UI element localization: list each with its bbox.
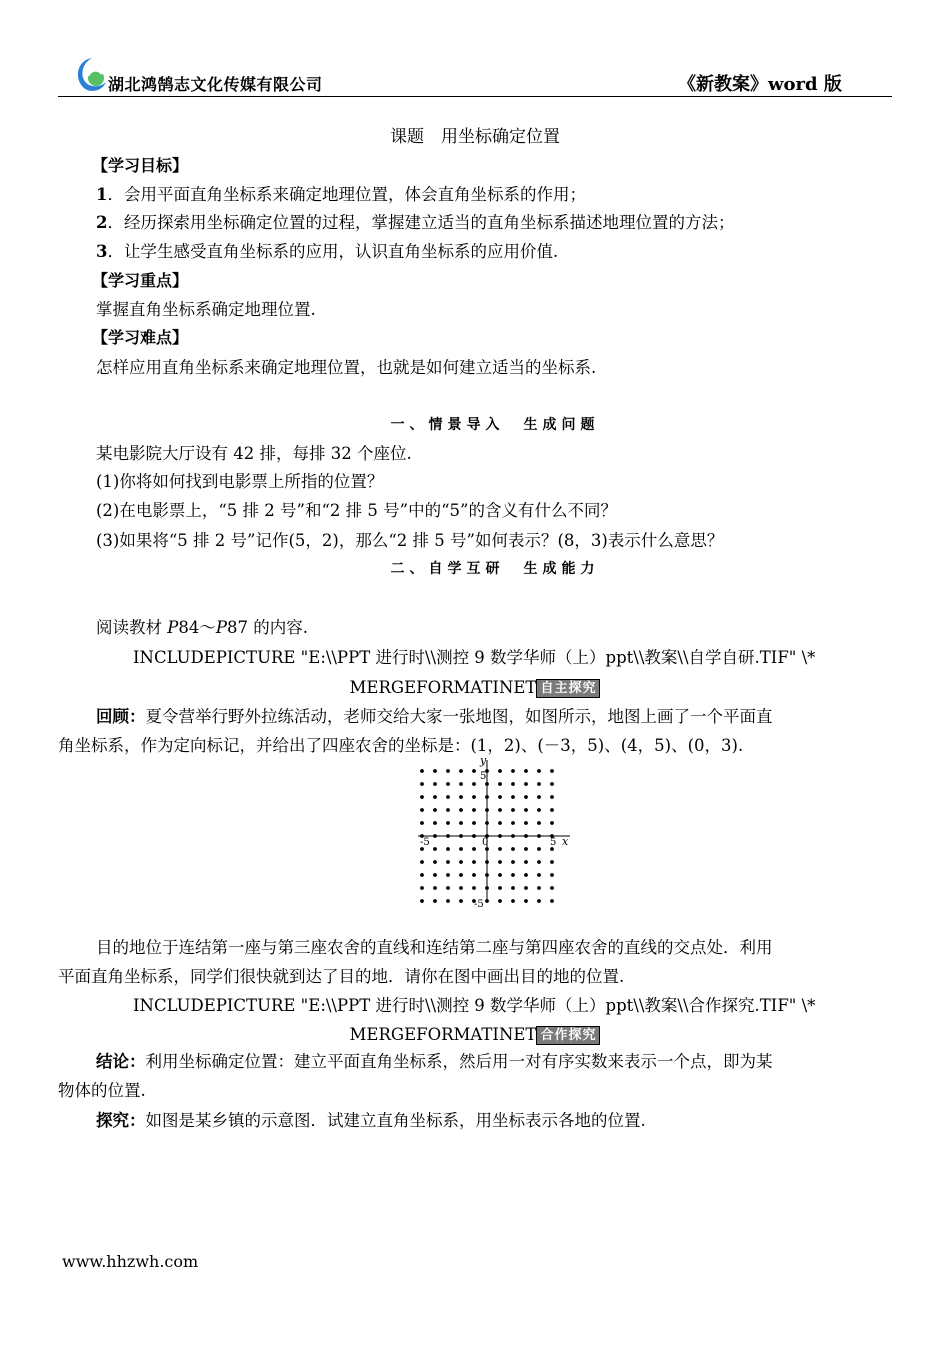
- grid-dot: [459, 899, 463, 903]
- conclusion-text-cont: 物体的位置.: [58, 1081, 146, 1100]
- grid-dot: [433, 886, 437, 890]
- grid-dot: [420, 886, 424, 890]
- review-line: [96, 702, 773, 731]
- section1-intro: 某电影院大厅设有 42 排，每排 32 个座位.: [96, 444, 412, 463]
- grid-dot: [459, 782, 463, 786]
- grid-dot: [537, 860, 541, 864]
- grid-dot: [420, 821, 424, 825]
- reading-prefix: 阅读教材: [96, 618, 168, 637]
- grid-dot: [446, 782, 450, 786]
- grid-dot: [498, 782, 502, 786]
- grid-dot: [537, 886, 541, 890]
- grid-dot: [472, 847, 476, 851]
- grid-dot: [550, 860, 554, 864]
- reading-instruction: [96, 613, 308, 642]
- x-axis-label: x: [562, 835, 569, 848]
- grid-dot: [459, 821, 463, 825]
- grid-dot: [472, 873, 476, 877]
- objective-text: ．让学生感受直角坐标系的应用，认识直角坐标系的应用价值.: [107, 242, 559, 261]
- grid-dot: [498, 886, 502, 890]
- grid-dot: [550, 886, 554, 890]
- y-tick-bottom: -5: [474, 899, 484, 910]
- self-explore-badge: 自主探究: [536, 679, 600, 698]
- grid-dot: [433, 795, 437, 799]
- page-title: 课题 用坐标确定位置: [390, 127, 560, 147]
- grid-dot: [550, 899, 554, 903]
- merge-field-code: MERGEFORMATINET: [349, 678, 537, 697]
- page-marker: P: [167, 618, 179, 637]
- grid-dot: [446, 873, 450, 877]
- grid-dot: [433, 769, 437, 773]
- footer-url: www.hhzwh.com: [62, 1252, 199, 1271]
- grid-dot: [433, 899, 437, 903]
- difficulty-heading: 【学习难点】: [92, 328, 189, 347]
- explore-label: 探究：: [96, 1111, 146, 1130]
- grid-dot: [511, 886, 515, 890]
- grid-dot: [459, 808, 463, 812]
- grid-dot: [498, 808, 502, 812]
- grid-dot: [511, 899, 515, 903]
- grid-dot: [472, 769, 476, 773]
- grid-dot: [459, 847, 463, 851]
- grid-dot: [433, 821, 437, 825]
- question-item: (2)在电影票上，“5 排 2 号”和“2 排 5 号”中的“5”的含义有什么不同？: [96, 501, 617, 520]
- grid-dot: [511, 795, 515, 799]
- grid-dot: [537, 873, 541, 877]
- grid-dot: [420, 769, 424, 773]
- include-field-code: INCLUDEPICTURE "E:\\PPT 进行时\\测控 9 数学华师（上）ppt\\教案\\自学自研.TIF" \*: [133, 648, 816, 667]
- grid-dot: [498, 795, 502, 799]
- grid-dot: [459, 795, 463, 799]
- grid-dot: [511, 821, 515, 825]
- grid-dot: [550, 821, 554, 825]
- review-label: 回顾：: [96, 707, 146, 726]
- keypoints-text: 掌握直角坐标系确定地理位置.: [96, 300, 316, 319]
- grid-dot: [524, 873, 528, 877]
- destination-paragraph-cont: 平面直角坐标系，同学们很快就到达了目的地．请你在图中画出目的地的位置.: [58, 967, 625, 986]
- review-text-cont: 角坐标系，作为定向标记，并给出了四座农舍的坐标是：(1，2)、(－3，5)、(4，5)、(0，3).: [58, 736, 744, 755]
- include-field-code: INCLUDEPICTURE "E:\\PPT 进行时\\测控 9 数学华师（上）ppt\\教案\\合作探究.TIF" \*: [133, 996, 816, 1015]
- grid-dot: [446, 886, 450, 890]
- cooperative-explore-badge: 合作探究: [536, 1026, 600, 1045]
- grid-dot: [537, 821, 541, 825]
- grid-dot: [524, 795, 528, 799]
- y-tick-top: 5: [480, 771, 487, 782]
- grid-dot: [511, 769, 515, 773]
- grid-dot: [472, 821, 476, 825]
- grid-dot: [511, 782, 515, 786]
- grid-dot: [446, 795, 450, 799]
- grid-dot: [446, 769, 450, 773]
- y-axis-label: y: [480, 754, 487, 767]
- grid-dot: [459, 886, 463, 890]
- grid-dot: [524, 782, 528, 786]
- grid-dot: [446, 847, 450, 851]
- explore-line: [96, 1106, 646, 1135]
- objective-item: [96, 180, 586, 209]
- objective-item: [96, 208, 734, 237]
- grid-dot: [550, 782, 554, 786]
- grid-dot: [459, 873, 463, 877]
- grid-dot: [524, 847, 528, 851]
- x-tick-left: -5: [420, 837, 430, 848]
- grid-dot: [459, 769, 463, 773]
- reading-range: 84～: [178, 618, 216, 637]
- grid-dot: [511, 860, 515, 864]
- grid-dot: [420, 899, 424, 903]
- company-logo: [70, 54, 112, 96]
- coordinate-grid-figure: [410, 752, 580, 912]
- difficulty-text: 怎样应用直角坐标系来确定地理位置，也就是如何建立适当的坐标系.: [96, 358, 597, 377]
- company-name: 湖北鸿鹄志文化传媒有限公司: [108, 75, 323, 94]
- grid-dot: [511, 808, 515, 812]
- grid-dot: [550, 795, 554, 799]
- grid-dot: [446, 821, 450, 825]
- objective-num: 3: [96, 242, 108, 261]
- grid-dot: [537, 769, 541, 773]
- conclusion-text: 利用坐标确定位置：建立平面直角坐标系，然后用一对有序实数来表示一个点，即为某: [145, 1052, 773, 1071]
- grid-dot: [498, 860, 502, 864]
- grid-dot: [420, 860, 424, 864]
- header-divider: [58, 96, 892, 97]
- grid-dot: [511, 873, 515, 877]
- page-marker: P: [215, 618, 227, 637]
- grid-dot: [498, 847, 502, 851]
- grid-dot: [511, 847, 515, 851]
- reading-suffix: 87 的内容.: [226, 618, 308, 637]
- grid-dot: [537, 847, 541, 851]
- grid-dot: [498, 769, 502, 773]
- grid-dot: [524, 769, 528, 773]
- conclusion-label: 结论：: [96, 1052, 146, 1071]
- grid-dot: [472, 782, 476, 786]
- review-text: 夏令营举行野外拉练活动，老师交给大家一张地图，如图所示，地图上画了一个平面直: [145, 707, 773, 726]
- grid-dot: [498, 899, 502, 903]
- grid-dot: [433, 782, 437, 786]
- grid-dot: [472, 886, 476, 890]
- grid-dot: [459, 860, 463, 864]
- grid-dot: [472, 808, 476, 812]
- grid-dot: [550, 769, 554, 773]
- grid-dot: [537, 795, 541, 799]
- grid-dot: [446, 860, 450, 864]
- destination-paragraph: 目的地位于连结第一座与第三座农舍的直线和连结第二座与第四座农舍的直线的交点处．利用: [96, 938, 773, 957]
- grid-dot: [524, 886, 528, 890]
- section1-heading: 一、情景导入 生成问题: [390, 417, 600, 433]
- grid-dot: [524, 808, 528, 812]
- grid-dot: [420, 873, 424, 877]
- question-item: (3)如果将“5 排 2 号”记作(5，2)，那么“2 排 5 号”如何表示？(8，3)表示什么意思？: [96, 531, 724, 550]
- grid-dot: [420, 808, 424, 812]
- origin-label: 0: [482, 837, 489, 848]
- grid-dot: [472, 860, 476, 864]
- grid-dot: [498, 821, 502, 825]
- objective-item: [96, 237, 558, 266]
- question-item: (1)你将如何找到电影票上所指的位置？: [96, 472, 384, 491]
- objective-num: 1: [96, 185, 108, 204]
- x-tick-right: 5: [550, 837, 557, 848]
- grid-dot: [433, 873, 437, 877]
- conclusion-line: [96, 1047, 773, 1076]
- grid-dot: [420, 795, 424, 799]
- grid-dot: [524, 821, 528, 825]
- objectives-heading: 【学习目标】: [92, 156, 189, 175]
- grid-dot: [537, 782, 541, 786]
- grid-dot: [550, 873, 554, 877]
- objective-text: ．会用平面直角坐标系来确定地理位置，体会直角坐标系的作用；: [107, 185, 586, 204]
- objective-num: 2: [96, 213, 108, 232]
- grid-dot: [537, 899, 541, 903]
- grid-dot: [472, 795, 476, 799]
- merge-field-line: [0, 673, 950, 702]
- merge-field-line: [0, 1020, 950, 1049]
- grid-dot: [446, 899, 450, 903]
- grid-dot: [537, 808, 541, 812]
- grid-dot: [433, 808, 437, 812]
- grid-dot: [524, 899, 528, 903]
- merge-field-code: MERGEFORMATINET: [349, 1025, 537, 1044]
- keypoints-heading: 【学习重点】: [92, 271, 189, 290]
- brand-label: 《新教案》word 版: [678, 74, 842, 95]
- objective-text: ．经历探索用坐标确定位置的过程，掌握建立适当的直角坐标系描述地理位置的方法；: [107, 213, 735, 232]
- grid-dot: [498, 873, 502, 877]
- grid-dot: [446, 808, 450, 812]
- grid-dot: [524, 860, 528, 864]
- grid-dot: [433, 860, 437, 864]
- grid-dot: [550, 808, 554, 812]
- section2-heading: 二、自学互研 生成能力: [390, 561, 600, 577]
- explore-text: 如图是某乡镇的示意图．试建立直角坐标系，用坐标表示各地的位置.: [145, 1111, 646, 1130]
- grid-dot: [433, 847, 437, 851]
- grid-dot: [420, 782, 424, 786]
